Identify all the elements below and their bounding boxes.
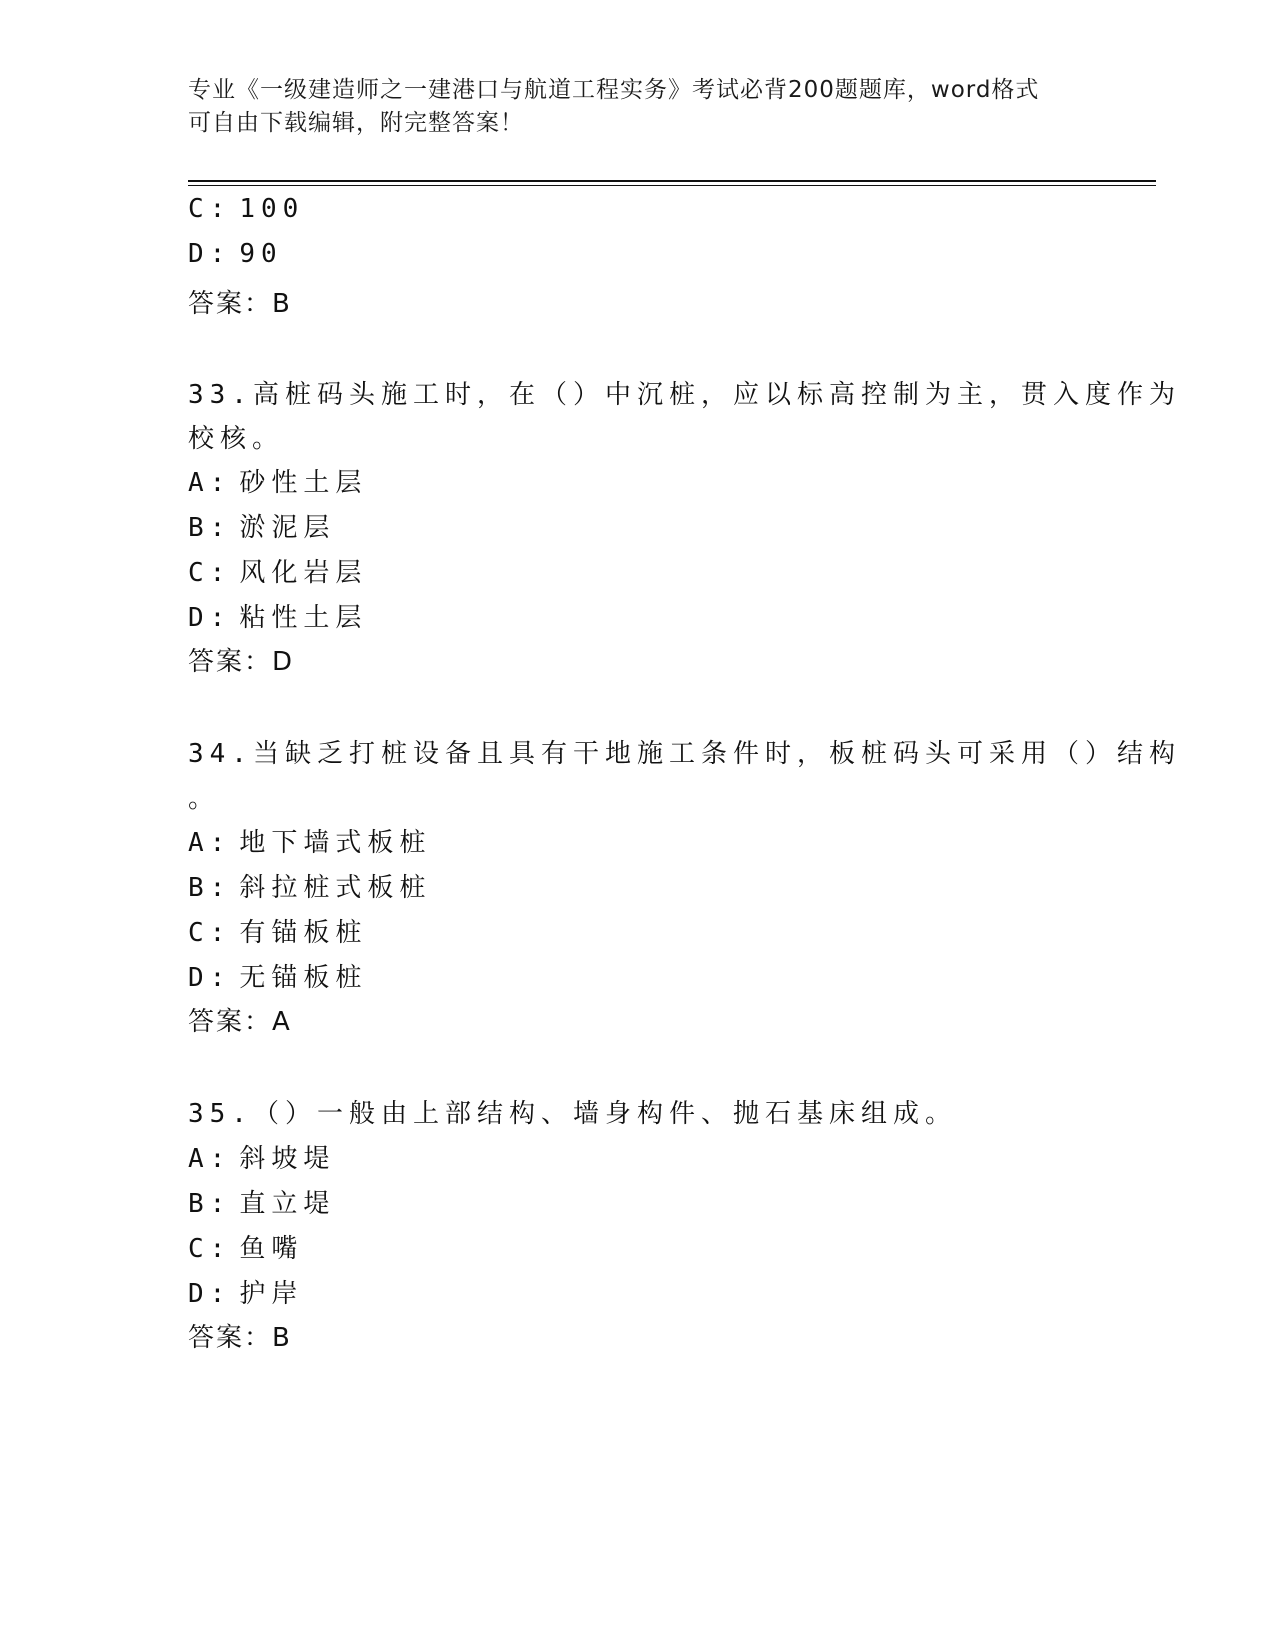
option-text: 粘性土层 [239, 603, 368, 633]
option-letter: D: [188, 603, 232, 633]
option-text: 无锚板桩 [239, 963, 368, 993]
option-row [188, 957, 367, 994]
option-row [188, 822, 431, 859]
option-text: 淤泥层 [239, 513, 336, 543]
option-text: 风化岩层 [239, 558, 368, 588]
option-letter: C: [188, 194, 232, 224]
option-row [188, 507, 335, 544]
option-row [188, 1273, 303, 1310]
option-row [188, 552, 367, 589]
answer-line: 答案：B [188, 1323, 292, 1353]
option-letter: C: [188, 918, 232, 948]
question-stem-line: 。 [188, 784, 221, 814]
option-row [188, 1138, 335, 1175]
option-letter: A: [188, 1144, 232, 1174]
question-stem-line: 33.高桩码头施工时，在（）中沉桩，应以标高控制为主，贯入度作为 [188, 380, 1181, 410]
option-letter: C: [188, 1234, 232, 1264]
option-text: 地下墙式板桩 [239, 828, 432, 858]
option-row [188, 597, 367, 634]
option-row [188, 239, 283, 269]
header-line-1: 专业《一级建造师之一建港口与航道工程实务》考试必背200题题库，word格式 [188, 77, 1040, 103]
answer-line: 答案：B [188, 289, 292, 319]
header-divider-thick [188, 180, 1156, 182]
option-letter: D: [188, 239, 232, 269]
option-letter: C: [188, 558, 232, 588]
question-stem-line: 34.当缺乏打桩设备且具有干地施工条件时，板桩码头可采用（）结构 [188, 739, 1181, 769]
option-letter: A: [188, 468, 232, 498]
option-text: 斜拉桩式板桩 [239, 873, 432, 903]
option-row [188, 1183, 335, 1220]
option-letter: B: [188, 513, 232, 543]
option-text: 直立堤 [239, 1189, 336, 1219]
option-row [188, 912, 367, 949]
option-row [188, 462, 367, 499]
option-text: 斜坡堤 [239, 1144, 336, 1174]
option-letter: B: [188, 1189, 232, 1219]
option-letter: D: [188, 1279, 232, 1309]
question-stem-line: 35.（）一般由上部结构、墙身构件、抛石基床组成。 [188, 1099, 957, 1129]
option-row [188, 867, 431, 904]
option-letter: A: [188, 828, 232, 858]
option-letter: B: [188, 873, 232, 903]
page-header [188, 74, 1068, 140]
option-letter: D: [188, 963, 232, 993]
option-text: 90 [239, 239, 283, 269]
option-text: 砂性土层 [239, 468, 368, 498]
answer-line: 答案：D [188, 647, 295, 677]
option-text: 护岸 [239, 1279, 304, 1309]
option-text: 100 [239, 194, 305, 224]
option-row [188, 1228, 303, 1265]
header-divider-thin [188, 185, 1156, 186]
question-stem-line: 校核。 [188, 424, 285, 454]
option-text: 有锚板桩 [239, 918, 368, 948]
answer-line: 答案：A [188, 1007, 292, 1037]
header-line-2: 可自由下载编辑，附完整答案！ [188, 110, 524, 136]
option-row [188, 194, 304, 224]
option-text: 鱼嘴 [239, 1234, 304, 1264]
